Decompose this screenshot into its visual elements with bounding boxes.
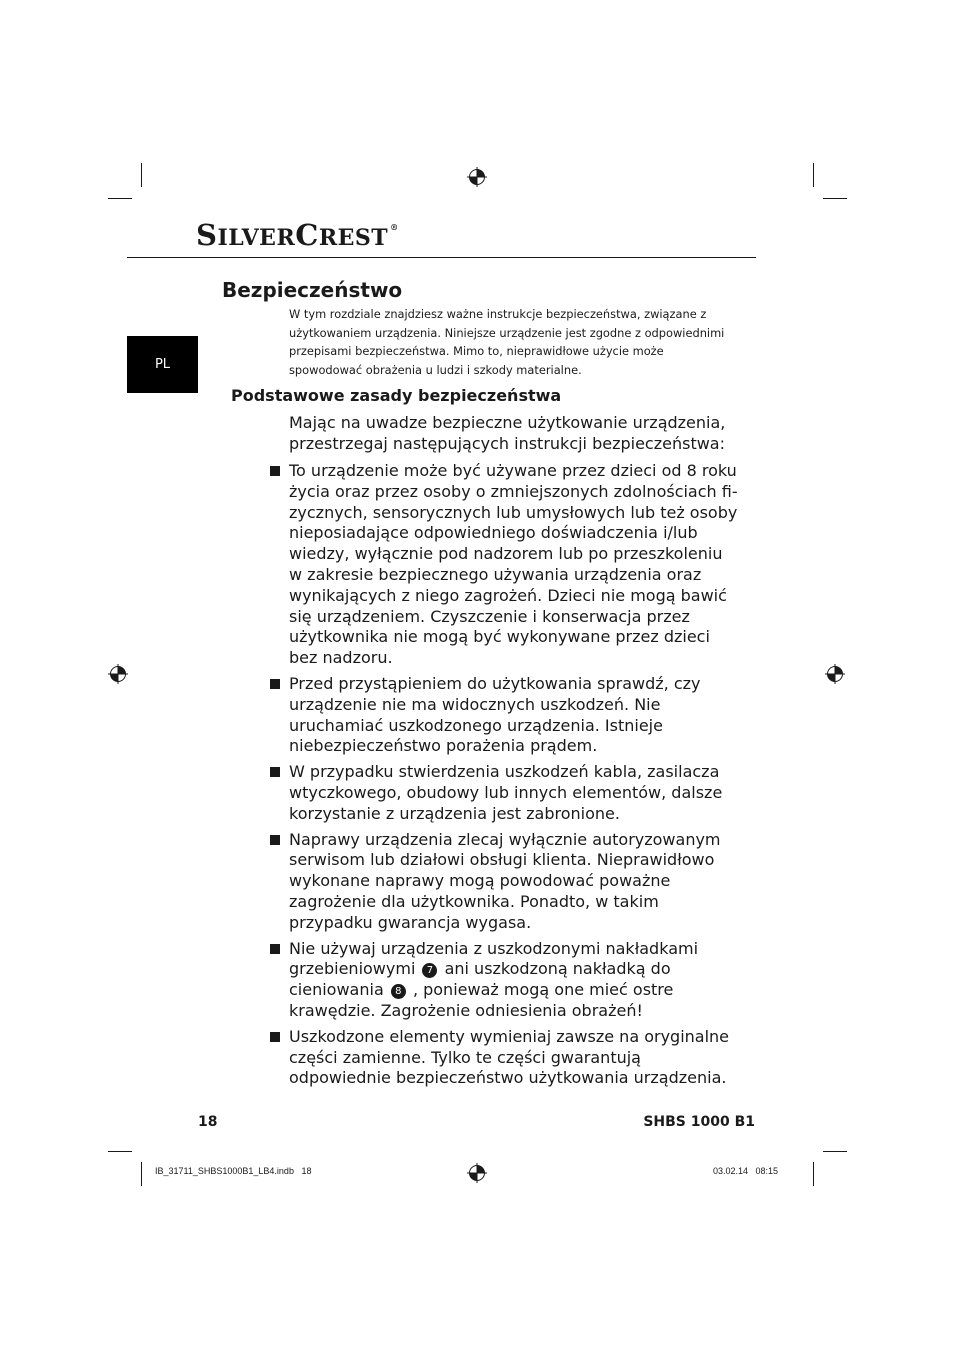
print-slug-file: IB_31711_SHBS1000B1_LB4.indb 18: [155, 1166, 312, 1176]
rule-text: Uszkodzone elementy wymieniaj zawsze na oryginalne części zamienne. Tylko te części gwarantują odpowiednie bezpieczeństwo użytkowania urządzenia.: [289, 1026, 730, 1088]
crop-mark-top-right-vertical: [813, 163, 814, 187]
registration-mark-right-icon: [825, 664, 845, 684]
subsection-title: Podstawowe zasady bezpieczeństwa: [231, 386, 562, 405]
logo-letter-c: C: [295, 218, 319, 252]
logo-text-crest: REST: [318, 225, 389, 251]
crop-mark-bottom-left-vertical: [141, 1162, 142, 1186]
crop-mark-top-left-horizontal: [108, 198, 132, 199]
rule-text: To urządzenie może być używane przez dzieci od 8 roku życia oraz przez osoby o zmniejszonych zdolnościach fizycznych, sensorycznych lub umysłowych lub też osoby nieposiadające odpowiedniego doświadczenia i/lub wiedzy, wyłącznie pod nadzorem lub po przeszkoleniu w zakresie bezpiecznego używania urządzenia oraz wynikających z niego zagrożeń. Dzieci nie mogą bawić się urządzeniem. Czyszczenie i konserwacja przez użytkownika nie mogą być wykonywane przez dzieci bez nadzoru.: [289, 461, 738, 668]
crop-mark-top-left-vertical: [141, 163, 142, 187]
list-item: [270, 461, 740, 669]
part-number-badge: 8: [391, 984, 406, 999]
list-item: [270, 830, 740, 934]
crop-mark-top-right-horizontal: [823, 198, 847, 199]
crop-mark-bottom-left-horizontal: [108, 1151, 132, 1152]
list-item: [270, 1027, 740, 1089]
rule-text: Nie używaj urządzenia z uszkodzonymi nakładkami grzebieniowymi: [289, 938, 699, 979]
silvercrest-logo: [196, 218, 399, 252]
crop-mark-bottom-right-horizontal: [823, 1151, 847, 1152]
rule-text: Naprawy urządzenia zlecaj wyłącznie autoryzowanym serwisom lub działowi obsługi klienta. Nieprawidłowo wykonane naprawy mogą powodować poważne zagrożenie dla użytkownika. Ponadto, w takim przypadku gwarancja wygasa.: [289, 829, 721, 932]
list-item: [270, 674, 740, 757]
rule-text: ani uszkodzoną nakładką do cieniowania: [289, 959, 671, 1000]
language-tab: [127, 336, 198, 393]
registration-mark-top-icon: [467, 167, 487, 187]
print-slug-date: 03.02.14 08:15: [712, 1166, 778, 1176]
safety-rules-list: [270, 461, 740, 1094]
square-bullet-icon: [270, 767, 280, 777]
crop-mark-bottom-right-vertical: [813, 1162, 814, 1186]
safety-lead-text: Mając na uwadze bezpieczne użytkowanie urządzenia, przestrzegaj następujących instrukcji bezpieczeństwa:: [289, 413, 726, 453]
registration-mark-left-icon: [108, 664, 128, 684]
square-bullet-icon: [270, 466, 280, 476]
registered-mark: ®: [390, 222, 399, 232]
language-tab-label: PL: [154, 357, 171, 372]
square-bullet-icon: [270, 944, 280, 954]
section-intro: W tym rozdziale znajdziesz ważne instrukcje bezpieczeństwa, związane z użytkowaniem urządzenia. Niniejsze urządzenie jest zgodne z odpowiednimi przepisami bezpieczeństwa. Mimo to, nieprawidłowe użycie może spowodować obrażenia u ludzi i szkody materialne.: [289, 307, 725, 377]
registration-mark-bottom-icon: [467, 1163, 487, 1183]
page-number: 18: [198, 1114, 218, 1130]
part-number-badge: 7: [422, 963, 437, 978]
rule-text: W przypadku stwierdzenia uszkodzeń kabla, zasilacza wtyczkowego, obudowy lub innych elementów, dalsze korzystanie z urządzenia jest zabronione.: [289, 762, 723, 823]
square-bullet-icon: [270, 835, 280, 845]
header-rule: [127, 257, 756, 258]
model-number: SHBS 1000 B1: [643, 1114, 755, 1130]
square-bullet-icon: [270, 1032, 280, 1042]
list-item: [270, 762, 740, 824]
rule-text: , ponieważ mogą one mieć ostre krawędzie. Zagrożenie odniesienia obrażeń!: [289, 980, 674, 1020]
square-bullet-icon: [270, 679, 280, 689]
logo-letter-s: S: [196, 218, 218, 252]
rule-text: Przed przystąpieniem do użytkowania sprawdź, czy urządzenie nie ma widocznych uszkodzeń. Nie uruchamiać uszkodzonego urządzenia. Istnieje niebezpieczeństwo porażenia prądem.: [289, 673, 701, 756]
section-title: Bezpieczeństwo: [222, 278, 403, 302]
list-item: [270, 939, 740, 1022]
logo-text-silver: ILVER: [217, 225, 296, 251]
